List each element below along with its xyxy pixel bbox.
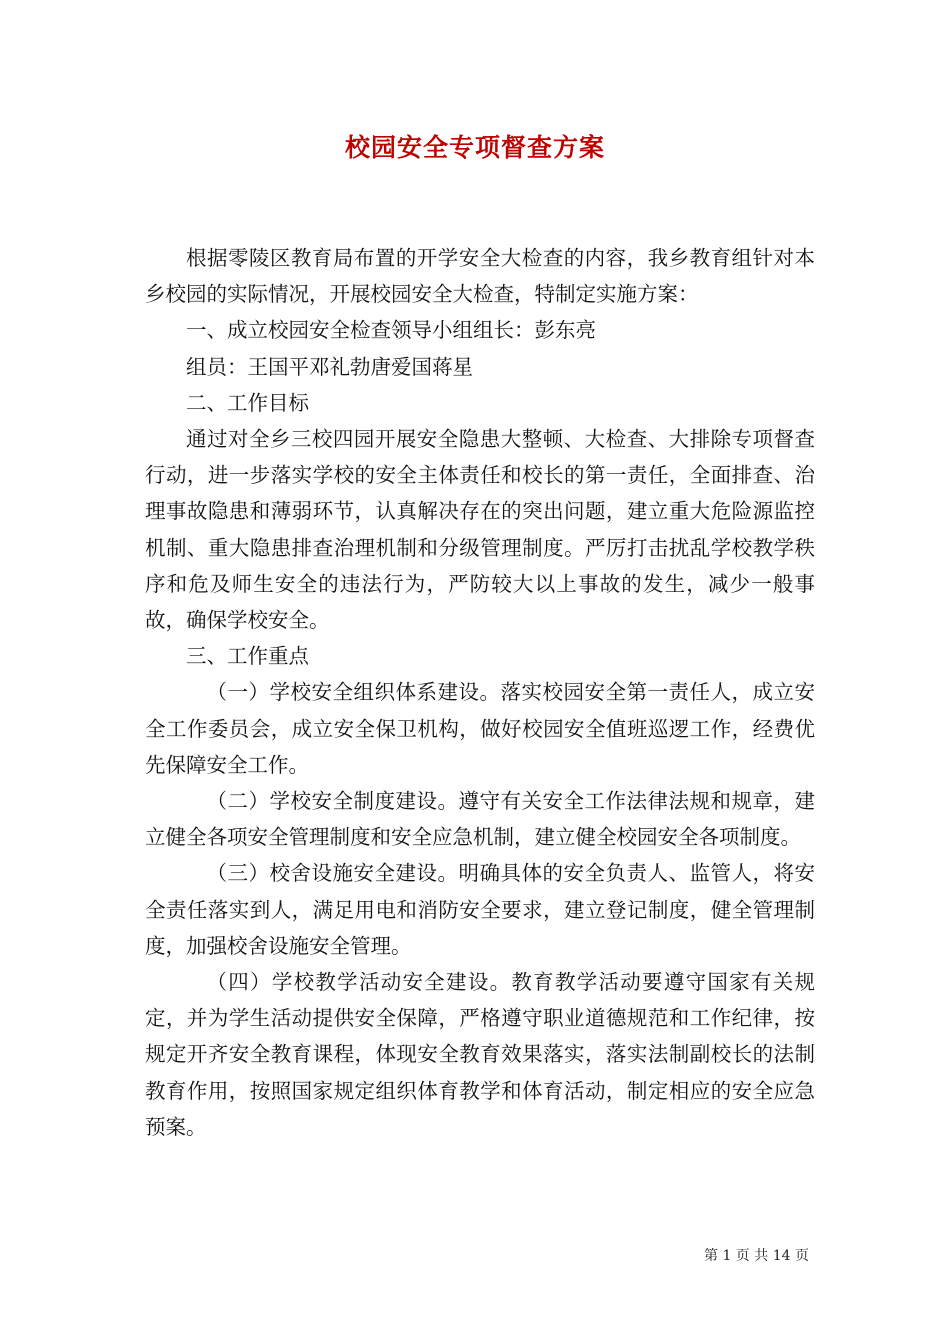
paragraph-section-1: 一、成立校园安全检查领导小组组长：彭东亮 [186,318,596,343]
paragraph-work-goals: 通过对全乡三校四园开展安全隐患大整顿、大检查、大排除专项督查行动，进一步落实学校的安全主体责任和校长的第一责任，全面排查、治理事故隐患和薄弱环节，认真解决存在的突出问题，建立重大危险源监控机制、重大隐患排查治理机制和分级管理制度。严厉打击扰乱学校教学秩序和危及师生安全的违法行为，严防较大以上事故的发生，减少一般事故，确保学校安全。 [145,427,815,633]
paragraph-intro: 根据零陵区教育局布置的开学安全大检查的内容，我乡教育组针对本乡校园的实际情况，开展校园安全大检查，特制定实施方案： [145,246,815,307]
paragraph-focus-1: （一）学校安全组织体系建设。落实校园安全第一责任人，成立安全工作委员会，成立安全保卫机构，做好校园安全值班巡逻工作，经费优先保障安全工作。 [145,680,815,777]
heading-work-focus: 三、工作重点 [186,644,309,669]
page-number-footer: 第 1 页 共 14 页 [704,1248,809,1264]
paragraph-focus-3: （三）校舍设施安全建设。明确具体的安全负责人、监管人，将安全责任落实到人，满足用电和消防安全要求，建立登记制度，健全管理制度，加强校舍设施安全管理。 [145,861,815,958]
paragraph-members: 组员：王国平邓礼勃唐爱国蒋星 [186,354,473,379]
document-title: 校园安全专项督查方案 [344,133,605,162]
paragraph-focus-2: （二）学校安全制度建设。遵守有关安全工作法律法规和规章，建立健全各项安全管理制度和安全应急机制，建立健全校园安全各项制度。 [145,789,815,850]
document-body [145,240,815,1145]
paragraph-focus-4: （四）学校教学活动安全建设。教育教学活动要遵守国家有关规定，并为学生活动提供安全保障，严格遵守职业道德规范和工作纪律，按规定开齐安全教育课程，体现安全教育效果落实，落实法制副校长的法制教育作用，按照国家规定组织体育教学和体育活动，制定相应的安全应急预案。 [145,970,815,1139]
heading-work-goals: 二、工作目标 [186,390,309,415]
